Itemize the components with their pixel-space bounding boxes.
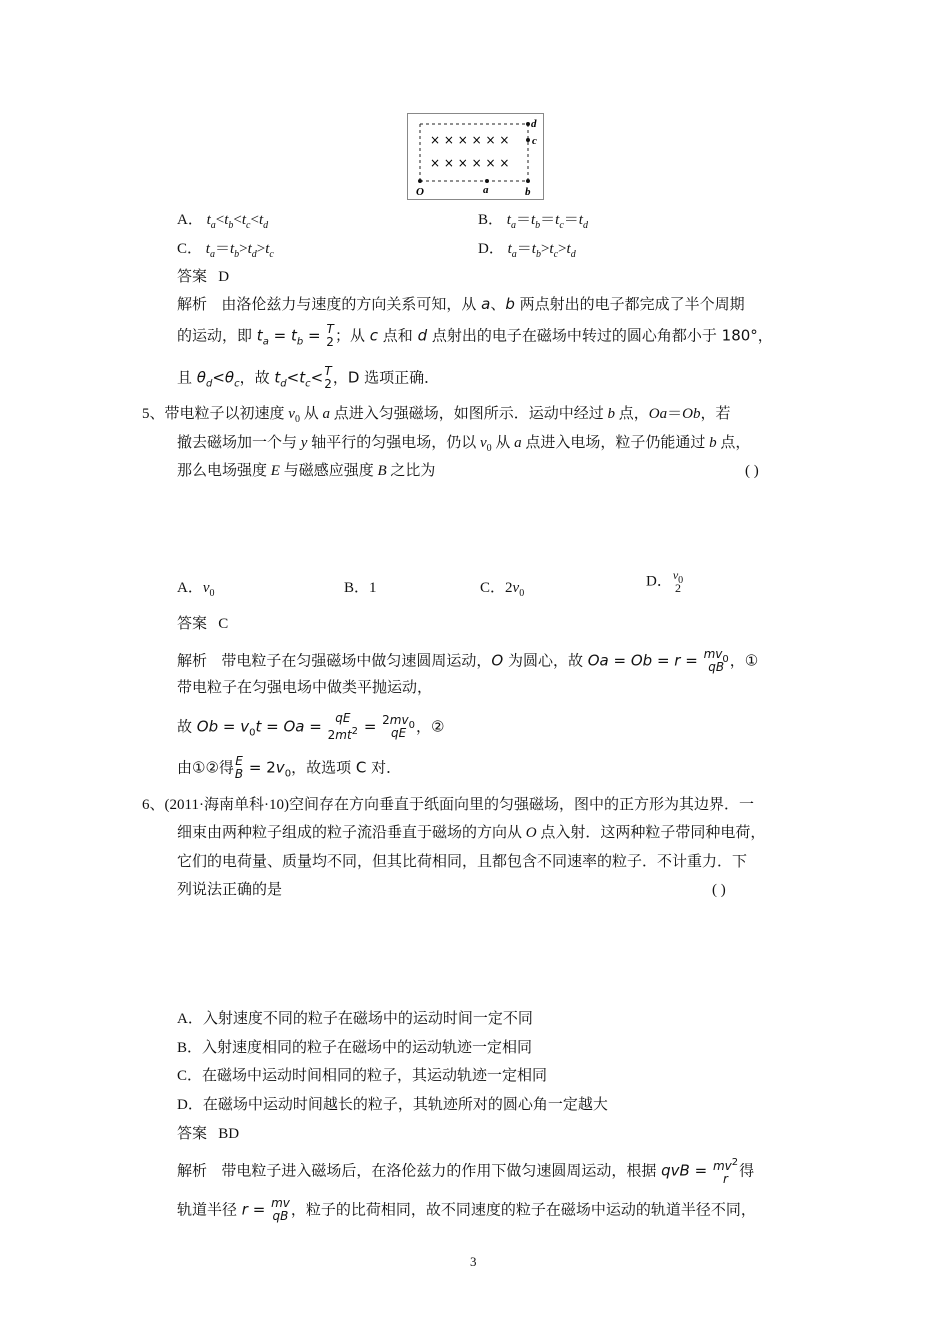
label-c: c bbox=[532, 135, 537, 147]
q4-analysis-line-2: 的运动，即 $t_a = t_b$ = T 2 ；从 c 点和 d 点射出的电子在磁场中转过的圆心角都小于 180°， bbox=[177, 322, 773, 349]
q6-option-d: D．在磁场中运动时间越长的粒子，其轨迹所对的圆心角一定越大 bbox=[177, 1097, 608, 1113]
q4-option-d: D． $t_a=t_b>t_c>t_d$ bbox=[478, 241, 576, 260]
q4-analysis-line-3: 且 $\theta_d<\theta_c$，故 $t_d<t_c<$ T 2 ，D 选项正确． bbox=[177, 364, 440, 391]
q4-analysis-line-1: 解析 由洛伦兹力与速度的方向关系可知，从 a、b 两点射出的电子都完成了半个周期 bbox=[177, 295, 745, 313]
q5-option-c: C．$2v_0$ bbox=[480, 580, 525, 599]
q4-option-c: C． $t_a=t_b>t_d>t_c$ bbox=[177, 241, 274, 260]
q6-text-line-2: 细束由两种粒子组成的粒子流沿垂直于磁场的方向从 O 点入射．这两种粒子带同种电荷， bbox=[177, 825, 766, 841]
field-diagram bbox=[408, 114, 543, 199]
q5-option-a: A．$v_0$ bbox=[177, 580, 215, 599]
q4-option-a: A． $t_a<t_b<t_c<t_d$ bbox=[177, 212, 269, 231]
q5-text-line-2: 撤去磁场加一个与 y 轴平行的匀强电场，仍以 $v_0$ 从 a 点进入电场，粒子仍能通过 b 点， bbox=[177, 435, 751, 454]
q5-answer: 答案 C bbox=[177, 616, 229, 632]
q6-option-c: C．在磁场中运动时间相同的粒子，其运动轨迹一定相同 bbox=[177, 1068, 548, 1084]
q5-text-line-3: 那么电场强度 E 与磁感应强度 B 之比为 bbox=[177, 463, 436, 479]
label-b: b bbox=[525, 186, 531, 198]
q6-text-line-3: 它们的电荷量、质量均不同，但其比荷相同，且都包含不同速率的粒子．不计重力．下 bbox=[177, 854, 748, 870]
q4-answer: 答案 D bbox=[177, 269, 230, 285]
label-O: O bbox=[416, 186, 424, 198]
q5-option-b: B．1 bbox=[344, 580, 377, 596]
label-d: d bbox=[531, 118, 537, 130]
q5-analysis-line-3: 故 $Ob = v_0t = Oa$ = qE $2mt^2$ = $2mv_0$ qE ，② bbox=[177, 711, 445, 742]
q5-text-line-1: 5、带电粒子以初速度 $v_0$ 从 a 点进入匀强磁场，如图所示．运动中经过 b 点，Oa＝Ob，若 bbox=[142, 406, 731, 425]
q5-analysis-line-4: 由①②得 E B = $2v_0$，故选项 C 对． bbox=[177, 754, 402, 781]
page-number: 3 bbox=[470, 1254, 477, 1269]
q6-option-b: B．入射速度相同的粒子在磁场中的运动轨迹一定相同 bbox=[177, 1040, 533, 1056]
q5-analysis-line-1: 解析 带电粒子在匀强磁场中做匀速圆周运动，O 为圆心，故 Oa = Ob = r = $mv_0$ qB ，① bbox=[177, 647, 759, 674]
q6-answer-paren: ( ) bbox=[712, 882, 726, 898]
label-a: a bbox=[483, 184, 489, 196]
q4-option-b: B． $t_a=t_b=t_c=t_d$ bbox=[478, 212, 588, 231]
q5-answer-paren: ( ) bbox=[745, 463, 759, 479]
q6-text-line-4: 列说法正确的是 bbox=[177, 882, 283, 898]
magnetic-field-figure bbox=[407, 113, 544, 200]
q6-answer: 答案 BD bbox=[177, 1126, 240, 1142]
q6-option-a: A．入射速度不同的粒子在磁场中的运动时间一定不同 bbox=[177, 1011, 533, 1027]
cross-row-2: × × × × × × bbox=[430, 156, 510, 170]
q6-analysis-line-2: 轨道半径 r = mv qB ，粒子的比荷相同，故不同速度的粒子在磁场中运动的轨道半径不同， bbox=[177, 1196, 756, 1223]
q5-analysis-line-2: 带电粒子在匀强电场中做类平抛运动， bbox=[177, 678, 433, 696]
q5-option-d: D． $v_0$ 2 bbox=[646, 568, 684, 595]
q6-text-line-1: 6、(2011·海南单科·10)空间存在方向垂直于纸面向里的匀强磁场，图中的正方形为其边界．一 bbox=[142, 797, 754, 813]
cross-row-1: × × × × × × bbox=[430, 133, 510, 147]
q6-analysis-line-1: 解析 带电粒子进入磁场后，在洛伦兹力的作用下做匀速圆周运动，根据 qvB = $mv^2$ r 得 bbox=[177, 1157, 755, 1186]
